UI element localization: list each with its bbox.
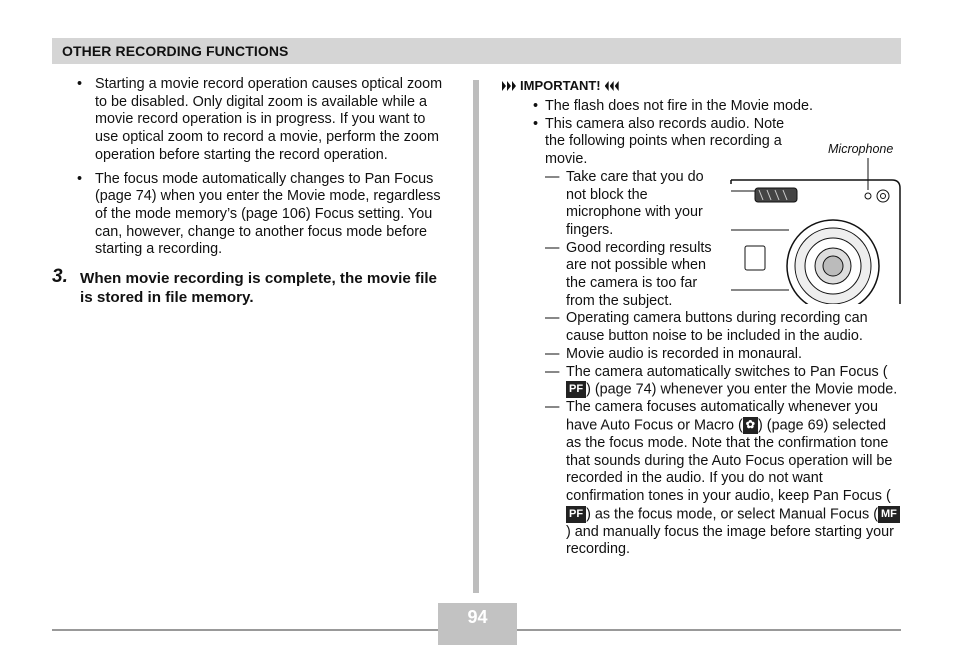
dash-text: Take care that you do not block the microphone with your fingers. bbox=[566, 168, 704, 238]
microphone-icon bbox=[865, 193, 871, 199]
dash-item-distance bbox=[502, 240, 726, 311]
dash-icon: — bbox=[545, 345, 560, 362]
bullet-icon: • bbox=[533, 115, 539, 132]
dash-text: The camera focuses automatically whenever you have Auto Focus or Macro ( bbox=[566, 399, 878, 434]
bullet-text: The focus mode automatically changes to Pan Focus (page 74) when you enter the Movie mode, regardless of the mode memory’s (page 106) Focus setting. You can, however, change to another focus mode before starting a recording. bbox=[95, 170, 441, 258]
dash-icon: — bbox=[545, 399, 560, 416]
dash-text: Good recording results are not possible when the camera is too far from the subject. bbox=[566, 239, 712, 309]
section-header-bar bbox=[52, 38, 901, 64]
manual-focus-icon: MF bbox=[878, 506, 900, 523]
dash-text: Operating camera buttons during recording can cause button noise to be included in the audio. bbox=[566, 310, 868, 345]
dash-text: Movie audio is recorded in monaural. bbox=[566, 345, 802, 362]
step-text: When movie recording is complete, the movie file is stored in file memory. bbox=[80, 270, 437, 307]
camera-illustration-icon bbox=[729, 158, 901, 304]
bullet-text: This camera also records audio. Note the following points when recording a movie. bbox=[545, 115, 785, 168]
bullet-text: Starting a movie record operation causes optical zoom to be disabled. Only digital zoom is available while a movie record operation is in progress. If you want to use optical zoom to record a movie, perform the zoom operation before starting the record operation. bbox=[95, 76, 443, 163]
dash-item-button-noise bbox=[502, 310, 902, 345]
dash-text: The camera automatically switches to Pan Focus ( bbox=[566, 363, 888, 380]
dash-icon: — bbox=[545, 363, 560, 380]
macro-icon: ✿ bbox=[743, 417, 758, 434]
important-label: IMPORTANT! bbox=[520, 78, 601, 94]
dash-item-auto-focus bbox=[502, 399, 902, 559]
bullet-icon: • bbox=[533, 98, 539, 114]
page-number-box bbox=[438, 603, 517, 645]
dash-icon: — bbox=[545, 168, 560, 185]
bullet-icon: • bbox=[77, 170, 83, 187]
important-marks-left-icon bbox=[502, 81, 516, 91]
list-item bbox=[502, 98, 902, 116]
step-3 bbox=[52, 266, 452, 307]
bullet-icon: • bbox=[77, 76, 83, 92]
dash-item-monaural bbox=[502, 346, 902, 364]
bullet-text: The flash does not fire in the Movie mode. bbox=[545, 98, 813, 114]
pan-focus-icon: PF bbox=[566, 506, 586, 523]
dash-text: ) (page 69) selected as the focus mode. Note that the confirmation tone that sounds during the Auto Focus operation will be recorded in the audio. If you do not want confirmation tones in your audio, keep Pan Focus ( bbox=[566, 417, 893, 505]
dash-item-pan-focus bbox=[502, 364, 902, 400]
viewfinder-window bbox=[745, 246, 765, 270]
dash-item-microphone bbox=[502, 169, 726, 240]
left-column bbox=[52, 76, 452, 307]
important-heading bbox=[502, 78, 902, 94]
important-marks-right-icon bbox=[605, 81, 619, 91]
dash-text: ) and manually focus the image before starting your recording. bbox=[566, 523, 894, 558]
dash-icon: — bbox=[545, 310, 560, 327]
dash-text: ) as the focus mode, or select Manual Focus ( bbox=[586, 506, 878, 523]
left-bullet-list bbox=[52, 76, 452, 259]
step-number: 3. bbox=[52, 266, 68, 288]
column-divider bbox=[473, 80, 479, 593]
pan-focus-icon: PF bbox=[566, 381, 586, 398]
section-title: OTHER RECORDING FUNCTIONS bbox=[62, 43, 289, 59]
page-number: 94 bbox=[467, 607, 488, 627]
list-item bbox=[52, 171, 452, 260]
microphone-label: Microphone bbox=[828, 142, 894, 156]
list-item bbox=[52, 76, 452, 165]
dash-text: ) (page 74) whenever you enter the Movie mode. bbox=[586, 381, 898, 398]
dash-icon: — bbox=[545, 239, 560, 256]
